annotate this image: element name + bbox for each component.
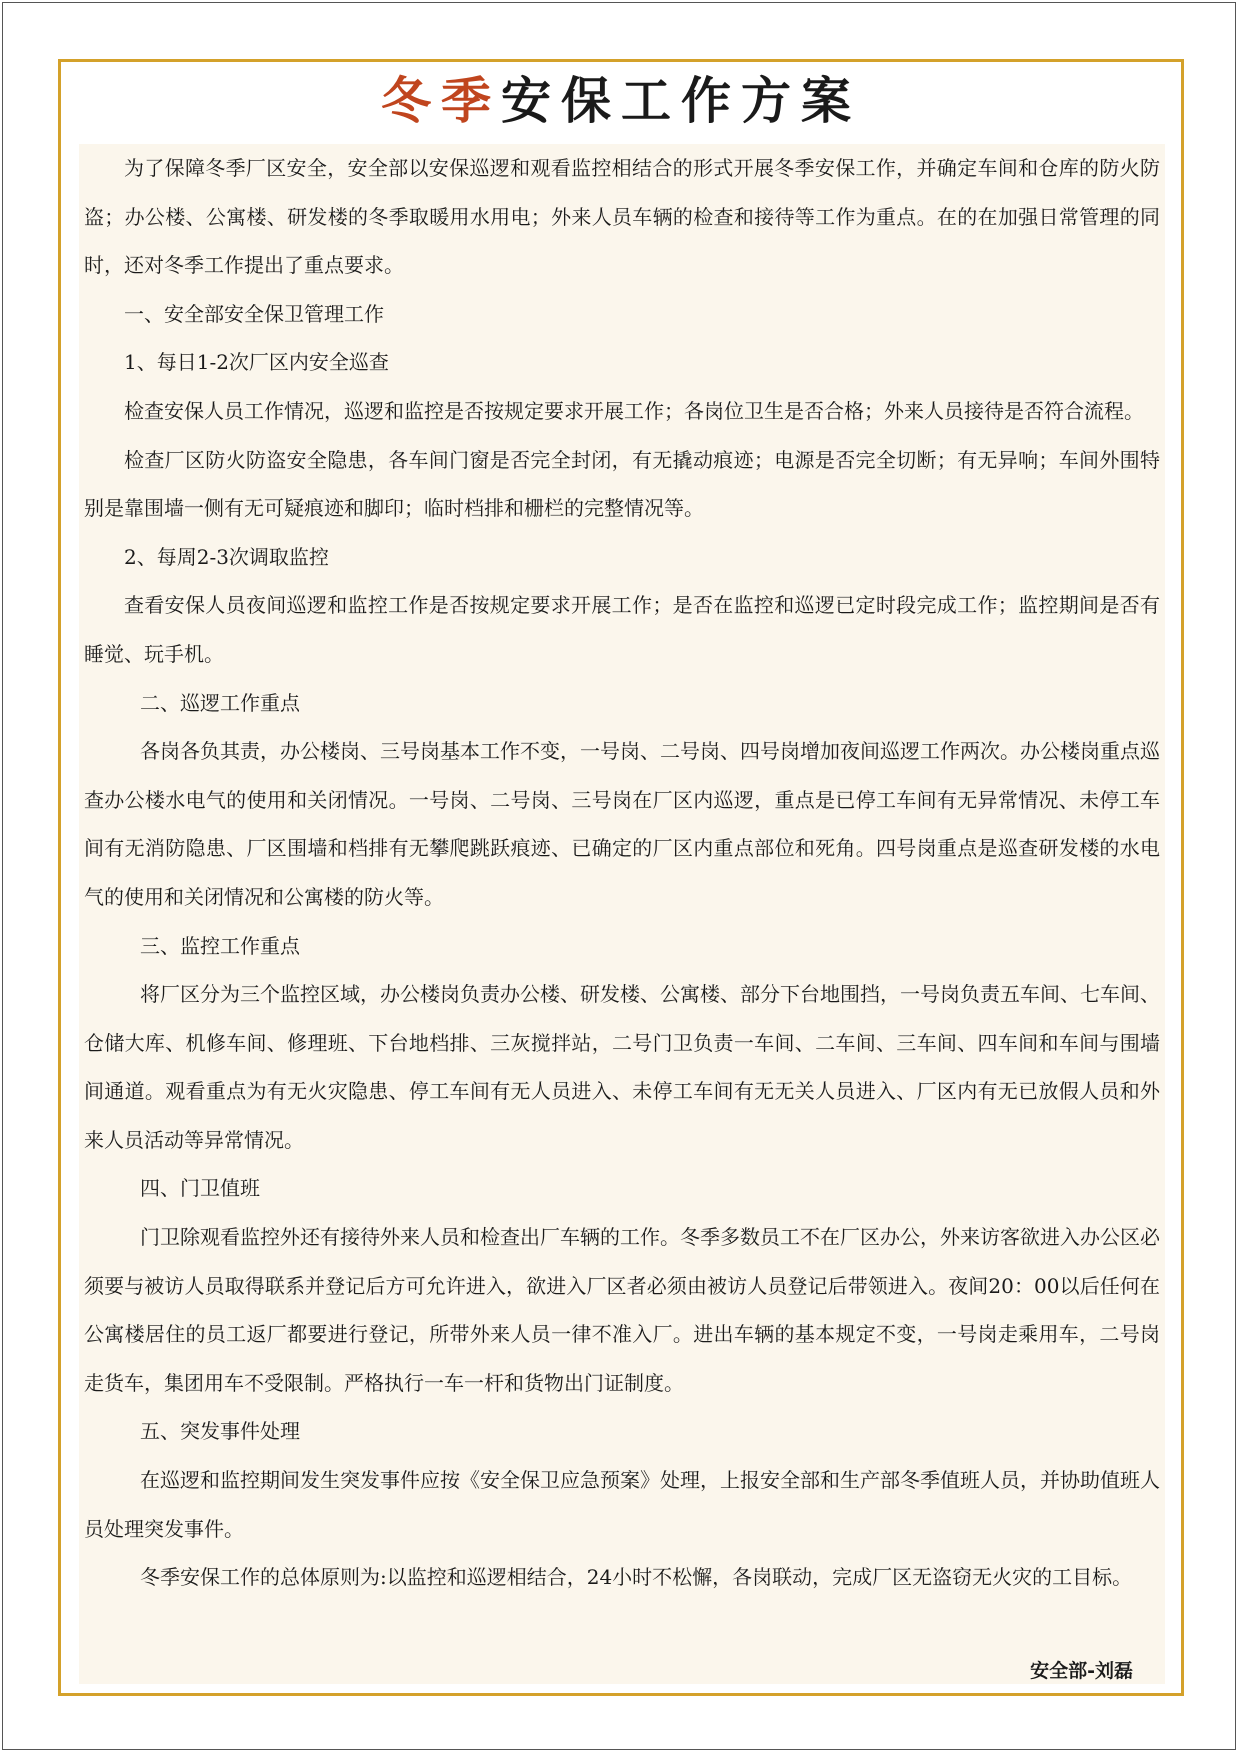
paragraph: 检查安保人员工作情况，巡逻和监控是否按规定要求开展工作；各岗位卫生是否合格；外来人员接待是否符合流程。 [124, 398, 1144, 423]
paragraph: 查看安保人员夜间巡逻和监控工作是否按规定要求开展工作；是否在监控和巡逻已定时段完成工作；监控期间是否有睡觉、玩手机。 [84, 593, 1160, 666]
document-body [84, 144, 1160, 1602]
title-accent: 冬季 [381, 71, 501, 130]
paragraph: 将厂区分为三个监控区域，办公楼岗负责办公楼、研发楼、公寓楼、部分下台地围挡，一号岗负责五车间、七车间、仓储大库、机修车间、修理班、下台地档排、三灰搅拌站，二号门卫负责一车间、二车间、三车间、四车间和车间与围墙间通道。观看重点为有无火灾隐患、停工车间有无人员进入、未停工车间有无无关人员进入、厂区内有无已放假人员和外来人员活动等异常情况。 [84, 982, 1160, 1152]
paragraph: 为了保障冬季厂区安全，安全部以安保巡逻和观看监控相结合的形式开展冬季安保工作，并确定车间和仓库的防火防盗；办公楼、公寓楼、研发楼的冬季取暖用水用电；外来人员车辆的检查和接待等工作为重点。在的在加强日常管理的同时，还对冬季工作提出了重点要求。 [84, 156, 1160, 278]
paragraph: 五、突发事件处理 [140, 1419, 300, 1444]
document-title [61, 71, 1181, 130]
paragraph: 各岗各负其责，办公楼岗、三号岗基本工作不变，一号岗、二号岗、四号岗增加夜间巡逻工作两次。办公楼岗重点巡查办公楼水电气的使用和关闭情况。一号岗、二号岗、三号岗在厂区内巡逻，重点是已停工车间有无异常情况、未停工车间有无消防隐患、厂区围墙和档排有无攀爬跳跃痕迹、已确定的厂区内重点部位和死角。四号岗重点是巡查研发楼的水电气的使用和关闭情况和公寓楼的防火等。 [84, 739, 1160, 909]
paragraph: 二、巡逻工作重点 [140, 690, 300, 715]
paragraph: 三、监控工作重点 [140, 933, 300, 958]
paragraph: 门卫除观看监控外还有接待外来人员和检查出厂车辆的工作。冬季多数员工不在厂区办公，外来访客欲进入办公区必须要与被访人员取得联系并登记后方可允许进入，欲进入厂区者必须由被访人员登记后带领进入。夜间20：00以后任何在公寓楼居住的员工返厂都要进行登记，所带外来人员一律不准入厂。进出车辆的基本规定不变，一号岗走乘用车，二号岗走货车，集团用车不受限制。严格执行一车一杆和货物出门证制度。 [84, 1225, 1160, 1395]
paragraph: 冬季安保工作的总体原则为:以监控和巡逻相结合，24小时不松懈，各岗联动，完成厂区无盗窃无火灾的工目标。 [140, 1565, 1133, 1590]
document-frame [58, 59, 1184, 1696]
paragraph: 检查厂区防火防盗安全隐患，各车间门窗是否完全封闭，有无撬动痕迹；电源是否完全切断；有无异响；车间外围特别是靠围墙一侧有无可疑痕迹和脚印；临时档排和栅栏的完整情况等。 [84, 447, 1160, 521]
title-rest: 安保工作方案 [501, 71, 861, 130]
paragraph: 1、每日1-2次厂区内安全巡查 [124, 350, 389, 375]
paragraph: 一、安全部安全保卫管理工作 [124, 301, 384, 326]
paragraph: 四、门卫值班 [140, 1176, 260, 1201]
paragraph: 在巡逻和监控期间发生突发事件应按《安全保卫应急预案》处理，上报安全部和生产部冬季值班人员，并协助值班人员处理突发事件。 [84, 1468, 1160, 1541]
paragraph: 2、每周2-3次调取监控 [124, 544, 329, 569]
signature: 安全部-刘磊 [1030, 1660, 1133, 1682]
